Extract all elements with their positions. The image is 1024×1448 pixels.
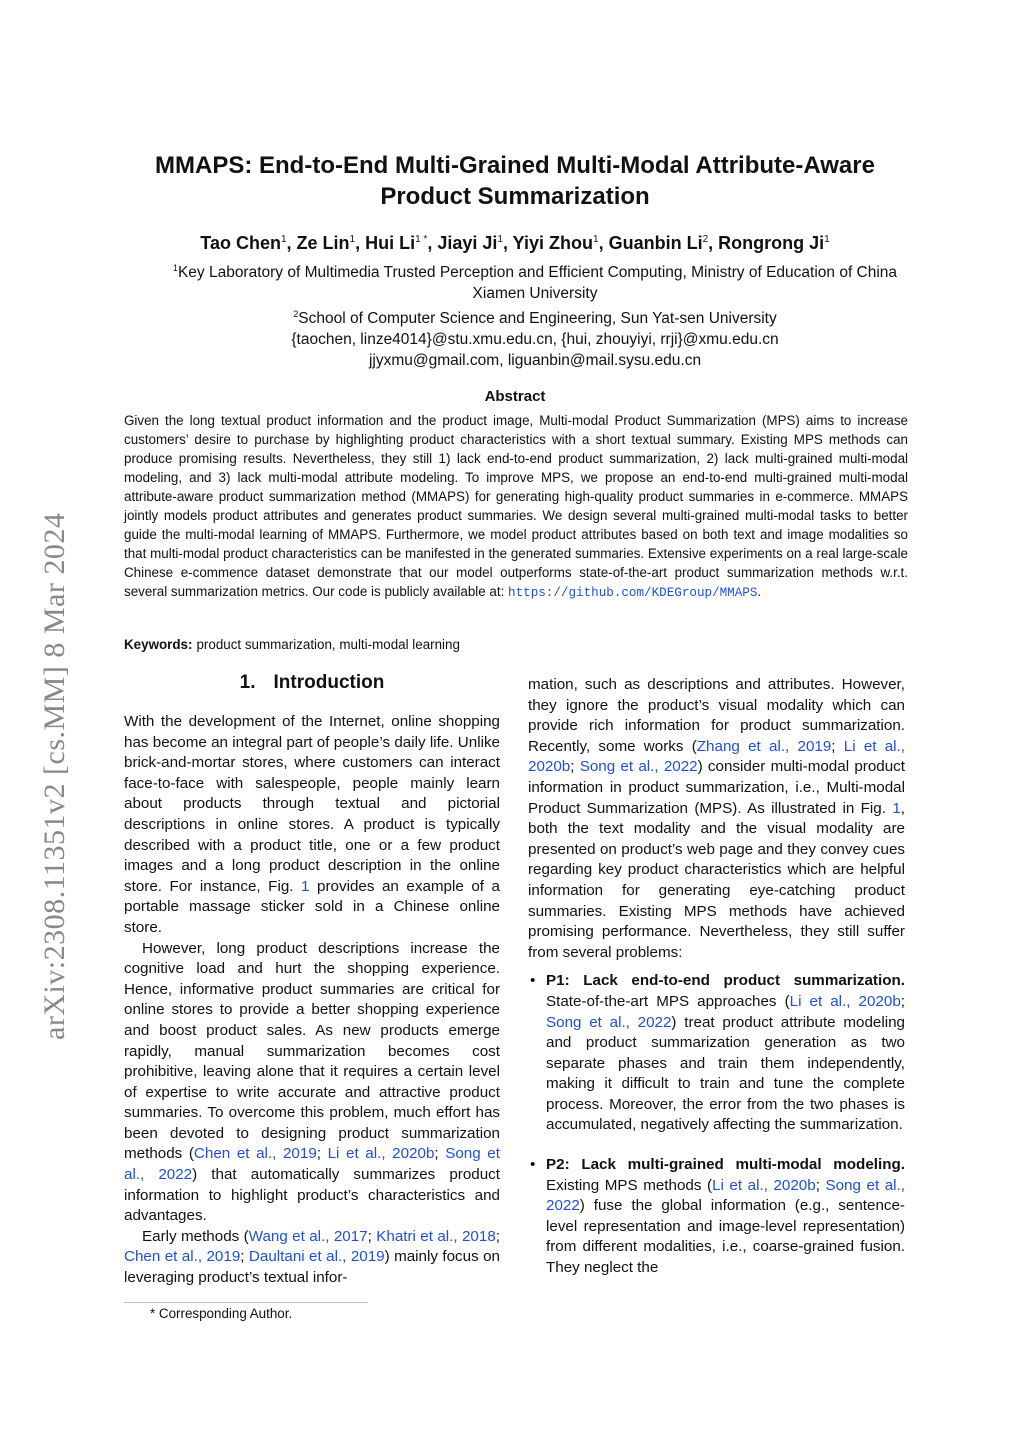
citation-link[interactable]: Li et al., 2020b: [789, 992, 901, 1010]
left-column: [124, 712, 500, 1289]
arxiv-side-stamp: arXiv:2308.11351v2 [cs.MM] 8 Mar 2024: [38, 512, 71, 1040]
bullet-icon: •: [530, 972, 536, 990]
citation-link[interactable]: Song et al., 2022: [546, 1013, 672, 1031]
affiliations: [110, 258, 960, 371]
figure-ref[interactable]: 1: [301, 877, 310, 895]
author-name: Jiayi Ji: [437, 233, 498, 253]
citation-link[interactable]: Chen et al., 2019: [124, 1248, 241, 1266]
citation-link[interactable]: Song et al., 2022: [124, 1145, 500, 1184]
author-name: Yiyi Zhou: [512, 233, 593, 253]
bullet-heading: P1: Lack end-to-end product summarization.: [546, 972, 905, 990]
bullet-heading: P2: Lack multi-grained multi-modal modeling.: [546, 1156, 905, 1174]
affiliation-2: $^2$School of Computer Science and Engineering, Sun Yat-sen University: [293, 309, 777, 328]
paragraph: However, long product descriptions increase the cognitive load and hurt the shopping experience. Hence, informative product summaries are critical for online stores to provide a better shopping experience and boost product sales. As new products emerge rapidly, manual summarization becomes cost prohibitive, leaving alone that it requires a certain level of expertise to write accurate and attractive product summaries. To overcome this problem, much effort has been devoted to designing product summarization methods (Chen et al., 2019; Li et al., 2020b; Song et al., 2022) that automatically summarizes product information to highlight product’s characteristics and advantages.: [124, 939, 500, 1225]
author-affil-mark: 1: [497, 234, 503, 245]
author-name: Hui Li: [365, 233, 416, 253]
author-affil-mark: 1: [280, 234, 287, 245]
paper-title: MMAPS: End-to-End Multi-Grained Multi-Modal Attribute-Aware Product Summarization: [155, 152, 875, 210]
abstract-body: Given the long textual product information and the product image, Multi-modal Product Summarization (MPS) aims to increase customers’ desire to purchase by highlighting product characteristics with a short textual summary. Existing MPS methods can produce promising results. Nevertheless, they still 1) lack end-to-end product summarization, 2) lack multi-grained multi-modal modeling, and 3) lack multi-modal attribute modeling. To improve MPS, we propose an end-to-end multi-grained multi-modal attribute-aware product summarization method (MMAPS) for generating high-quality product summaries in e-commerce. MMAPS jointly models product attributes and generates product summaries. We design several multi-grained multi-modal tasks to better guide the multi-modal learning of MMAPS. Furthermore, we model product attributes based on both text and image modalities so that multi-modal product characteristics can be manifested in the generated summaries. Extensive experiments on a real large-scale Chinese e-commence dataset demonstrate that our model outperforms state-of-the-art product summarization methods w.r.t. several summarization metrics. Our code is publicly available at: https://github.com/KDEGroup/MMAPS.: [124, 413, 908, 600]
author-list: Tao Chen$^1$, Ze Lin$^1$, Hui $Li^{1 *}$, Jiayi Ji$^1$, Yiyi Zhou$^1$, Guanbin Li$^2$, Rongrong Ji$^1$: [200, 233, 830, 253]
citation-link[interactable]: Zhang et al., 2019: [696, 737, 832, 755]
email-line-1: {taochen, linze4014}@stu.xmu.edu.cn, {hui, zhouyiyi, rrji}@xmu.edu.cn: [291, 331, 779, 349]
code-link[interactable]: https://github.com/KDEGroup/MMAPS: [508, 586, 758, 600]
citation-link[interactable]: Li et al., 2020b: [327, 1145, 435, 1163]
citation-link[interactable]: Daultani et al., 2019: [248, 1248, 385, 1266]
right-column: [528, 675, 905, 1279]
author-name: Ze Lin: [296, 233, 350, 253]
abstract-heading: Abstract: [484, 388, 546, 405]
citation-link[interactable]: Song et al., 2022: [546, 1176, 905, 1215]
paragraph: With the development of the Internet, online shopping has become an integral part of people’s daily life. Unlike brick-and-mortar stores, where customers can interact face-to-face with salespeople, people mainly learn about products through textual and pictorial descriptions in online stores. A product is typically described with a product title, one or a few product images and a long product description in the online store. For instance, Fig. 1 provides an example of a portable massage sticker sold in a Chinese online store.: [124, 713, 500, 936]
author-affil-mark: 1: [593, 234, 599, 245]
problem-bullet-p2: • P2: Lack multi-grained multi-modal modeling. Existing MPS methods (Li et al., 2020b; Song et al., 2022) fuse the global information (e.g., sentence-level representation and image-level representation) from different modalities, i.e., coarse-grained fusion. They neglect the: [530, 1156, 905, 1277]
keywords: [124, 637, 460, 652]
section-title: Introduction: [273, 672, 385, 693]
section-number: 1.: [239, 672, 256, 693]
bullet-icon: •: [530, 1156, 536, 1174]
author-affil-mark: 1 *: [415, 234, 428, 245]
paragraph: mation, such as descriptions and attributes. However, they ignore the product’s visual modality which can provide rich information for product summarization. Recently, some works (Zhang et al., 2019; Li et al., 2020b; Song et al., 2022) consider multi-modal product information in product summarization, i.e., Multi-modal Product Summarization (MPS). As illustrated in Fig. 1, both the text modality and the visual modality are presented on product’s web page and they convey cues regarding key product characteristics which are helpful information for generating eye-catching product summaries. Existing MPS methods have achieved promising performance. Nevertheless, they still suffer from several problems:: [528, 676, 906, 961]
citation-link[interactable]: Wang et al., 2017: [248, 1227, 368, 1245]
footnote-rule: [124, 1302, 368, 1303]
paragraph: Early methods (Wang et al., 2017; Khatri et al., 2018; Chen et al., 2019; Daultani et al., 2019) mainly focus on leveraging product’s textual infor-: [124, 1227, 501, 1287]
citation-link[interactable]: Chen et al., 2019: [193, 1145, 317, 1163]
keywords-text: product summarization, multi-modal learning: [196, 637, 460, 652]
citation-link[interactable]: Li et al., 2020b: [712, 1176, 816, 1194]
section-heading: [124, 672, 500, 694]
figure-ref[interactable]: 1: [892, 799, 901, 817]
affiliation-1: $^1$Key Laboratory of Multimedia Trusted Perception and Efficient Computing, Ministry of Education of China: [172, 263, 898, 282]
affiliation-1-city: Xiamen University: [472, 284, 598, 302]
author-affil-mark: 1: [824, 234, 830, 245]
author-name: Tao Chen: [200, 233, 281, 253]
citation-link[interactable]: Khatri et al., 2018: [376, 1227, 496, 1245]
email-line-2: jjyxmu@gmail.com, liguanbin@mail.sysu.edu.cn: [368, 351, 702, 369]
citation-link[interactable]: Li et al., 2020b: [528, 737, 906, 776]
author-name: Rongrong Ji: [718, 233, 825, 253]
author-affil-mark: 2: [702, 234, 709, 245]
footnote: * Corresponding Author.: [150, 1306, 293, 1321]
author-affil-mark: 1: [349, 234, 356, 245]
problem-bullet-p1: • P1: Lack end-to-end product summarization. State-of-the-art MPS approaches (Li et al., 2020b; Song et al., 2022) treat product attribute modeling and product summarization generation as two separate phases and train them independently, making it difficult to train and tune the complete process. Moreover, the error from the two phases is accumulated, negatively affecting the summarization.: [530, 972, 906, 1134]
author-name: Guanbin Li: [608, 233, 703, 253]
citation-link[interactable]: Song et al., 2022: [579, 758, 698, 776]
keywords-label: Keywords:: [124, 637, 193, 652]
